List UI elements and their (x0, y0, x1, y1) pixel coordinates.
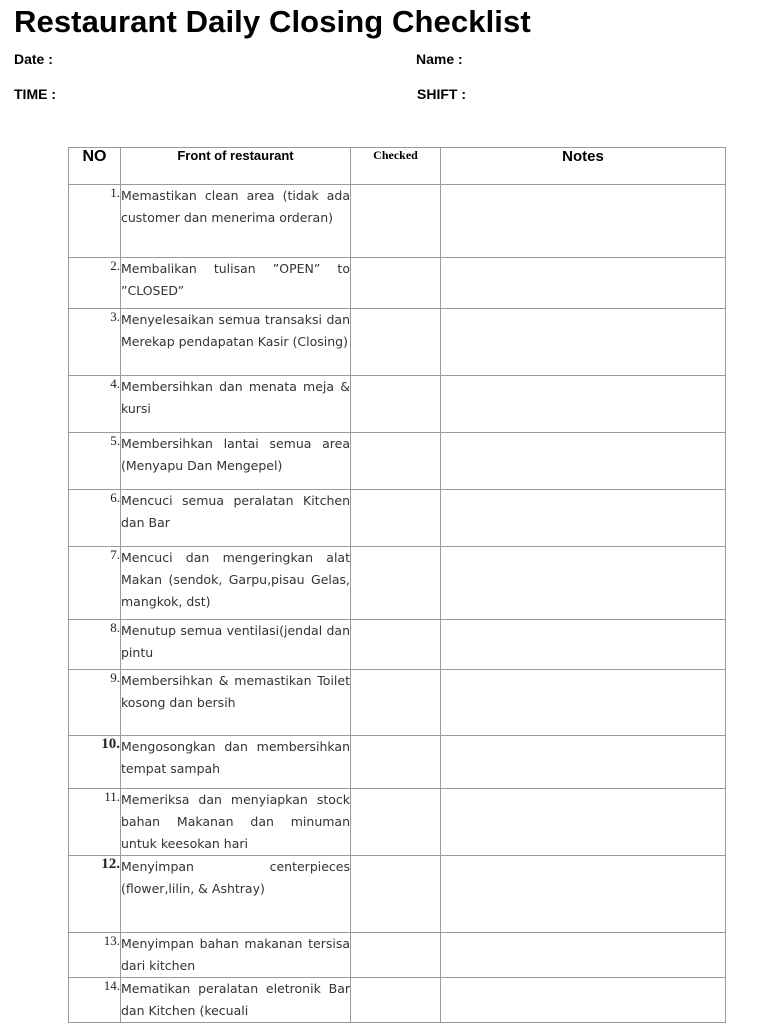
row-number: 10. (69, 736, 121, 789)
shift-label: SHIFT : (417, 86, 466, 102)
row-number: 12. (69, 856, 121, 933)
row-number: 7. (69, 547, 121, 620)
notes-cell[interactable] (441, 258, 726, 309)
table-row (69, 309, 726, 376)
checked-cell[interactable] (351, 670, 441, 736)
row-task (121, 978, 351, 1023)
row-task (121, 490, 351, 547)
row-number: 3. (69, 309, 121, 376)
row-task (121, 856, 351, 933)
table-row (69, 933, 726, 978)
table-row (69, 789, 726, 856)
column-header-front-of-restaurant: Front of restaurant (121, 148, 351, 185)
checked-cell[interactable] (351, 185, 441, 258)
row-task (121, 309, 351, 376)
checked-cell[interactable] (351, 789, 441, 856)
notes-cell[interactable] (441, 856, 726, 933)
table-row (69, 258, 726, 309)
table-row (69, 670, 726, 736)
checked-cell[interactable] (351, 736, 441, 789)
row-task-text: Membersihkan dan menata meja & kursi (121, 379, 350, 416)
checked-cell[interactable] (351, 620, 441, 670)
notes-cell[interactable] (441, 620, 726, 670)
notes-cell[interactable] (441, 185, 726, 258)
table-row (69, 978, 726, 1023)
row-task-text: Mencuci semua peralatan Kitchen dan Bar (121, 493, 350, 530)
row-number: 13. (69, 933, 121, 978)
table-row (69, 490, 726, 547)
row-number: 8. (69, 620, 121, 670)
row-task (121, 258, 351, 309)
row-task (121, 547, 351, 620)
row-task-text: Menutup semua ventilasi(jendal dan pintu (121, 623, 350, 660)
row-task (121, 670, 351, 736)
row-task-text: Mematikan peralatan eletronik Bar dan Kitchen (kecuali (121, 981, 350, 1018)
row-number: 4. (69, 376, 121, 433)
row-number: 11. (69, 789, 121, 856)
table-row (69, 547, 726, 620)
row-task-text: Mencuci dan mengeringkan alat Makan (sendok, Garpu,pisau Gelas, mangkok, dst) (121, 550, 350, 609)
name-label: Name : (416, 51, 463, 67)
row-task-text: Menyelesaikan semua transaksi dan Merekap pendapatan Kasir (Closing) (121, 312, 350, 349)
notes-cell[interactable] (441, 933, 726, 978)
row-number: 5. (69, 433, 121, 490)
row-task-text: Memastikan clean area (tidak ada customer dan menerima orderan) (121, 188, 350, 225)
row-task-text: Menyimpan bahan makanan tersisa dari kitchen (121, 936, 350, 973)
row-task-text: Memeriksa dan menyiapkan stock bahan Makanan dan minuman untuk keesokan hari (121, 792, 350, 851)
table-row (69, 185, 726, 258)
table-row (69, 376, 726, 433)
row-task (121, 620, 351, 670)
table-row (69, 856, 726, 933)
notes-cell[interactable] (441, 670, 726, 736)
checked-cell[interactable] (351, 856, 441, 933)
column-header-notes: Notes (441, 148, 726, 185)
notes-cell[interactable] (441, 433, 726, 490)
date-label: Date : (14, 51, 53, 67)
table-row (69, 433, 726, 490)
table-header-row (69, 148, 726, 185)
notes-cell[interactable] (441, 376, 726, 433)
notes-cell[interactable] (441, 789, 726, 856)
time-label: TIME : (14, 86, 56, 102)
checked-cell[interactable] (351, 978, 441, 1023)
row-task-text: Membersihkan lantai semua area (Menyapu Dan Mengepel) (121, 436, 350, 473)
row-task-text: Menyimpan centerpieces (flower,lilin, & Ashtray) (121, 859, 350, 896)
row-task-text: Mengosongkan dan membersihkan tempat sampah (121, 739, 350, 776)
row-task-text: Membalikan tulisan ”OPEN” to ”CLOSED” (121, 261, 350, 298)
checked-cell[interactable] (351, 547, 441, 620)
row-task-text: Membersihkan & memastikan Toilet kosong dan bersih (121, 673, 350, 710)
row-number: 9. (69, 670, 121, 736)
notes-cell[interactable] (441, 978, 726, 1023)
notes-cell[interactable] (441, 490, 726, 547)
row-task (121, 933, 351, 978)
row-task (121, 736, 351, 789)
row-number: 6. (69, 490, 121, 547)
notes-cell[interactable] (441, 309, 726, 376)
page-title: Restaurant Daily Closing Checklist (14, 4, 531, 39)
table-row (69, 620, 726, 670)
notes-cell[interactable] (441, 736, 726, 789)
row-number: 1. (69, 185, 121, 258)
checklist-table (68, 147, 726, 1023)
row-task (121, 185, 351, 258)
checked-cell[interactable] (351, 309, 441, 376)
notes-cell[interactable] (441, 547, 726, 620)
checked-cell[interactable] (351, 933, 441, 978)
row-number: 2. (69, 258, 121, 309)
checked-cell[interactable] (351, 433, 441, 490)
column-header-no: NO (69, 148, 121, 185)
checked-cell[interactable] (351, 376, 441, 433)
checked-cell[interactable] (351, 490, 441, 547)
row-task (121, 789, 351, 856)
column-header-checked: Checked (351, 148, 441, 185)
checked-cell[interactable] (351, 258, 441, 309)
row-task (121, 433, 351, 490)
table-row (69, 736, 726, 789)
row-task (121, 376, 351, 433)
row-number: 14. (69, 978, 121, 1023)
